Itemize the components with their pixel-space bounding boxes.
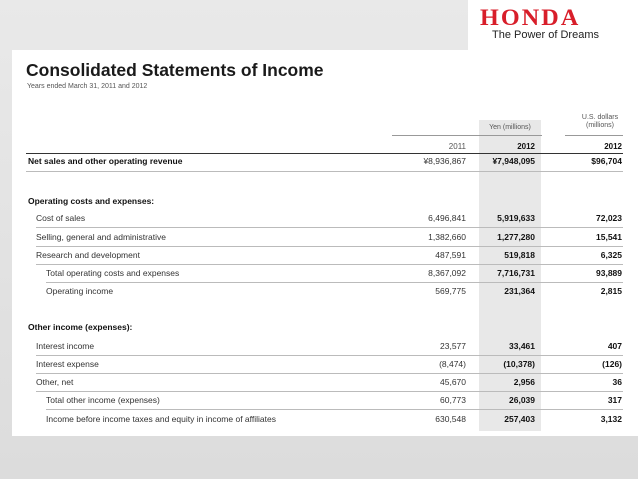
- value-2011: 45,670: [440, 377, 466, 387]
- section-header: [12, 322, 638, 336]
- value-2011: ¥8,936,867: [423, 156, 466, 166]
- row-label: Interest expense: [36, 359, 99, 369]
- usd-header-line2: (millions): [586, 122, 614, 129]
- value-usd: 93,889: [596, 268, 622, 278]
- value-2012: 5,919,633: [497, 213, 535, 223]
- table-row: [12, 341, 638, 355]
- usd-header-rule: [565, 135, 623, 136]
- value-2012: 519,818: [504, 250, 535, 260]
- page-subtitle: Years ended March 31, 2011 and 2012: [27, 83, 148, 90]
- value-usd: $96,704: [591, 156, 622, 166]
- value-usd: (126): [602, 359, 622, 369]
- value-usd: 36: [612, 377, 622, 387]
- value-usd: 15,541: [596, 232, 622, 242]
- divider: [36, 391, 623, 392]
- table-row: [12, 286, 638, 300]
- value-2012: 33,461: [509, 341, 535, 351]
- divider: [36, 227, 623, 228]
- divider: [36, 246, 623, 247]
- divider: [46, 282, 623, 283]
- row-label: Cost of sales: [36, 213, 86, 223]
- value-2012: (10,378): [503, 359, 535, 369]
- divider: [36, 373, 623, 374]
- table-row: [12, 395, 638, 409]
- row-label: Interest income: [36, 341, 95, 351]
- header-bottom-rule: [26, 153, 623, 154]
- value-2012: ¥7,948,095: [492, 156, 535, 166]
- table-row: [12, 250, 638, 264]
- row-label: Research and development: [36, 250, 140, 260]
- value-2011: 630,548: [435, 414, 466, 424]
- row-label: Net sales and other operating revenue: [28, 156, 183, 166]
- row-label: Total other income (expenses): [46, 395, 160, 405]
- value-2012: 26,039: [509, 395, 535, 405]
- table-row: [12, 414, 638, 428]
- table-row: [12, 232, 638, 246]
- statement-card: [12, 50, 638, 436]
- brand-tagline: The Power of Dreams: [492, 29, 599, 41]
- table-row: [12, 213, 638, 227]
- yen-header-rule: [392, 135, 542, 136]
- year-2012-header: 2012: [517, 142, 535, 151]
- table-row: [12, 377, 638, 391]
- divider: [36, 355, 623, 356]
- value-2011: 6,496,841: [428, 213, 466, 223]
- yen-header: Yen (millions): [489, 124, 531, 131]
- table-row: [12, 359, 638, 373]
- year-2011-header: 2011: [448, 142, 466, 151]
- row-label: Operating income: [46, 286, 114, 296]
- divider: [46, 409, 623, 410]
- value-usd: 407: [607, 341, 622, 351]
- value-2011: 60,773: [440, 395, 466, 405]
- table-row: [12, 156, 638, 170]
- row-label: Other income (expenses):: [28, 322, 133, 332]
- row-label: Total operating costs and expenses: [46, 268, 180, 278]
- value-2012: 257,403: [504, 414, 535, 424]
- value-usd: 6,325: [600, 250, 622, 260]
- usd-header-line1: U.S. dollars: [581, 114, 619, 121]
- table-row: [12, 268, 638, 282]
- brand-logo: [468, 0, 638, 50]
- value-2011: 1,382,660: [428, 232, 466, 242]
- value-2012: 7,716,731: [497, 268, 535, 278]
- divider: [36, 264, 623, 265]
- brand-name: HONDA: [480, 5, 581, 30]
- value-2012: 2,956: [513, 377, 535, 387]
- value-2012: 231,364: [504, 286, 535, 296]
- value-usd: 2,815: [600, 286, 622, 296]
- value-2011: 569,775: [435, 286, 466, 296]
- value-2011: (8,474): [439, 359, 466, 369]
- value-2011: 487,591: [435, 250, 466, 260]
- row-label: Income before income taxes and equity in income of affiliates: [46, 414, 276, 424]
- value-2011: 8,367,092: [428, 268, 466, 278]
- row-label: Operating costs and expenses:: [28, 196, 155, 206]
- row-label: Other, net: [36, 377, 74, 387]
- value-usd: 3,132: [600, 414, 622, 424]
- value-usd: 72,023: [596, 213, 622, 223]
- divider: [26, 171, 623, 172]
- value-usd: 317: [607, 395, 622, 405]
- value-2012: 1,277,280: [497, 232, 535, 242]
- row-label: Selling, general and administrative: [36, 232, 166, 242]
- section-header: [12, 196, 638, 210]
- page-title: Consolidated Statements of Income: [26, 60, 324, 80]
- year-2012-usd-header: 2012: [604, 142, 622, 151]
- value-2011: 23,577: [440, 341, 466, 351]
